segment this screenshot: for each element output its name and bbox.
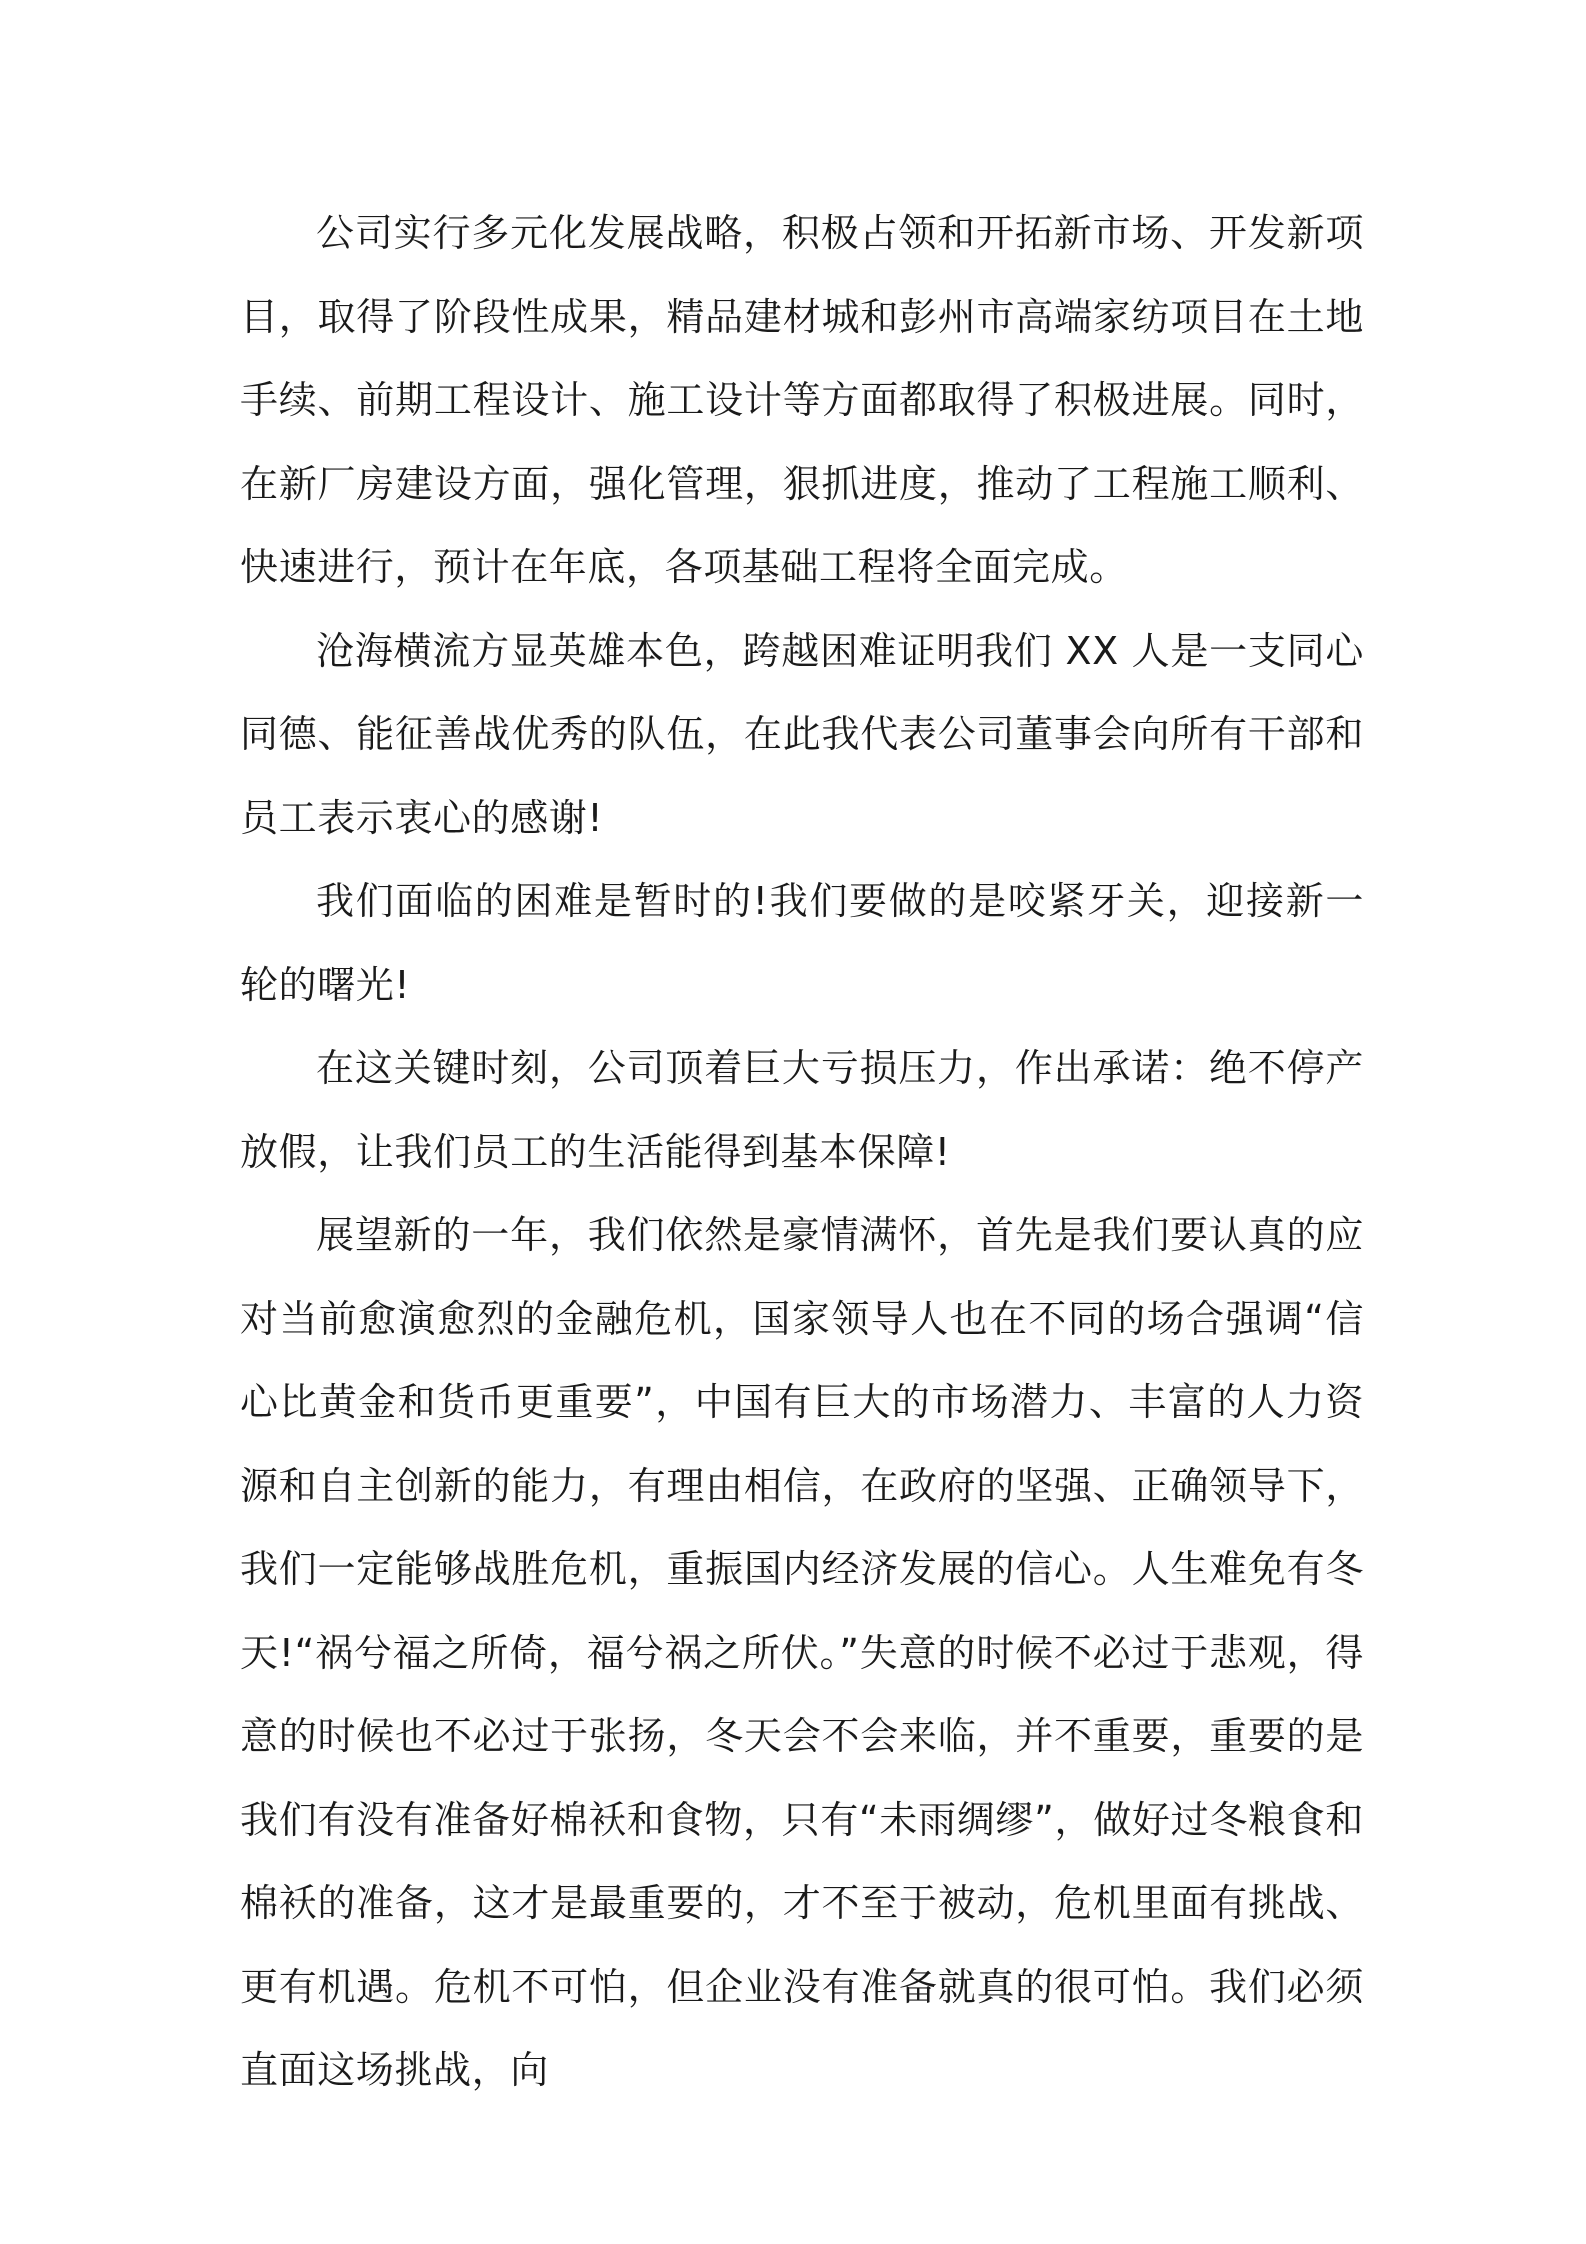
paragraph-temporary-difficulty: 我们面临的困难是暂时的!我们要做的是咬紧牙关，迎接新一轮的曙光! [240, 879, 1364, 1007]
paragraph-outlook: 展望新的一年，我们依然是豪情满怀，首先是我们要认真的应对当前愈演愈烈的金融危机，国家领导人也在不同的场合强调“信心比黄金和货币更重要”，中国有巨大的市场潜力、丰富的人力资源和自主创新的能力，有理由相信，在政府的坚强、正确领导下，我们一定能够战胜危机，重振国内经济发展的信心。人生难免有冬天!“祸兮福之所倚，福兮祸之所伏。”失意的时候不必过于悲观，得意的时候也不必过于张扬，冬天会不会来临，并不重要，重要的是我们有没有准备好棉袄和食物，只有“未雨绸缪”，做好过冬粮食和棉袄的准备，这才是最重要的，才不至于被动，危机里面有挑战、更有机遇。危机不可怕，但企业没有准备就真的很可怕。我们必须直面这场挑战，向 [240, 1213, 1364, 2092]
paragraph-diversification: 公司实行多元化发展战略，积极占领和开拓新市场、开发新项目，取得了阶段性成果，精品建材城和彭州市高端家纺项目在土地手续、前期工程设计、施工设计等方面都取得了积极进展。同时，在新厂房建设方面，强化管理，狠抓进度，推动了工程施工顺利、快速进行，预计在年底，各项基础工程将全面完成。 [240, 211, 1364, 589]
document-body [240, 192, 1364, 2113]
paragraph-commitment: 在这关键时刻，公司顶着巨大亏损压力，作出承诺：绝不停产放假，让我们员工的生活能得到基本保障! [240, 1046, 1364, 1174]
paragraph-team-thanks: 沧海横流方显英雄本色，跨越困难证明我们 XX 人是一支同心同德、能征善战优秀的队伍，在此我代表公司董事会向所有干部和员工表示衷心的感谢! [240, 628, 1364, 840]
